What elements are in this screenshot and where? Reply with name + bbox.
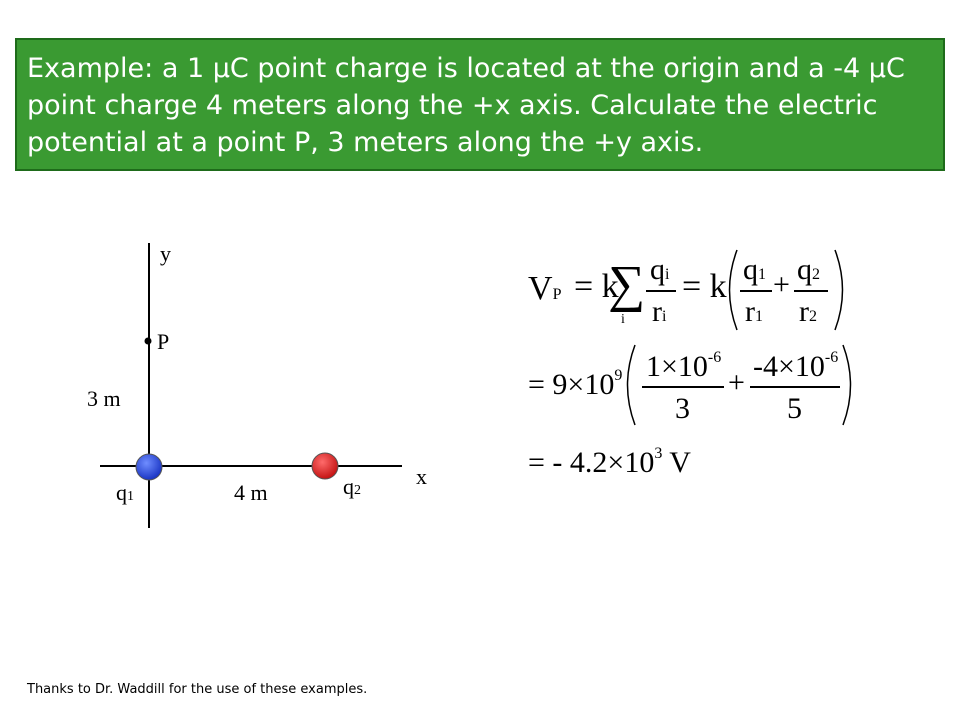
sum-index: i [621, 312, 625, 327]
sigma-symbol: ∑ [608, 256, 646, 313]
fraction-bar-5 [750, 386, 840, 388]
y-axis-label: y [160, 241, 171, 266]
equals-k-1: = k [574, 268, 619, 305]
vertical-distance-label: 3 m [87, 386, 121, 411]
potential-symbol: VP [528, 270, 562, 307]
result: = - $4.2\times 10^3$ V [528, 445, 691, 479]
charge-q2-label: q2 [343, 474, 361, 499]
frac-r2: r2 [799, 295, 817, 328]
denominator-1: 3 [675, 392, 690, 425]
point-p-label: P [157, 329, 170, 354]
frac-qi: qi [650, 253, 670, 286]
equals-k-2: = k [682, 268, 727, 305]
x-axis-label: x [416, 464, 427, 489]
frac-q2: q2 [797, 253, 820, 286]
example-text: Example: a 1 μC point charge is located at the origin and a -4 μC point charge 4 meters along the +x axis. Calculate the electric potential at a point P, 3 meters along the +y axis. [27, 53, 905, 158]
denominator-2: 5 [787, 392, 802, 425]
plus-1: + [773, 268, 790, 301]
plus-2: + [728, 366, 745, 399]
frac-ri: ri [652, 295, 667, 328]
frac-r1: r1 [745, 295, 763, 328]
fraction-bar-4 [642, 386, 724, 388]
charge-q1-label: q1 [116, 480, 134, 505]
horizontal-distance-label: 4 m [234, 480, 268, 505]
frac-q1: q1 [743, 253, 766, 286]
numerator-2: $-4\times 10^{-6}$ [753, 349, 839, 383]
numerator-1: $1\times 10^{-6}$ [646, 349, 722, 383]
footer-credit: Thanks to Dr. Waddill for the use of these examples. [27, 682, 368, 697]
nine-times-ten: = $9\times 10^9$ [528, 367, 623, 401]
